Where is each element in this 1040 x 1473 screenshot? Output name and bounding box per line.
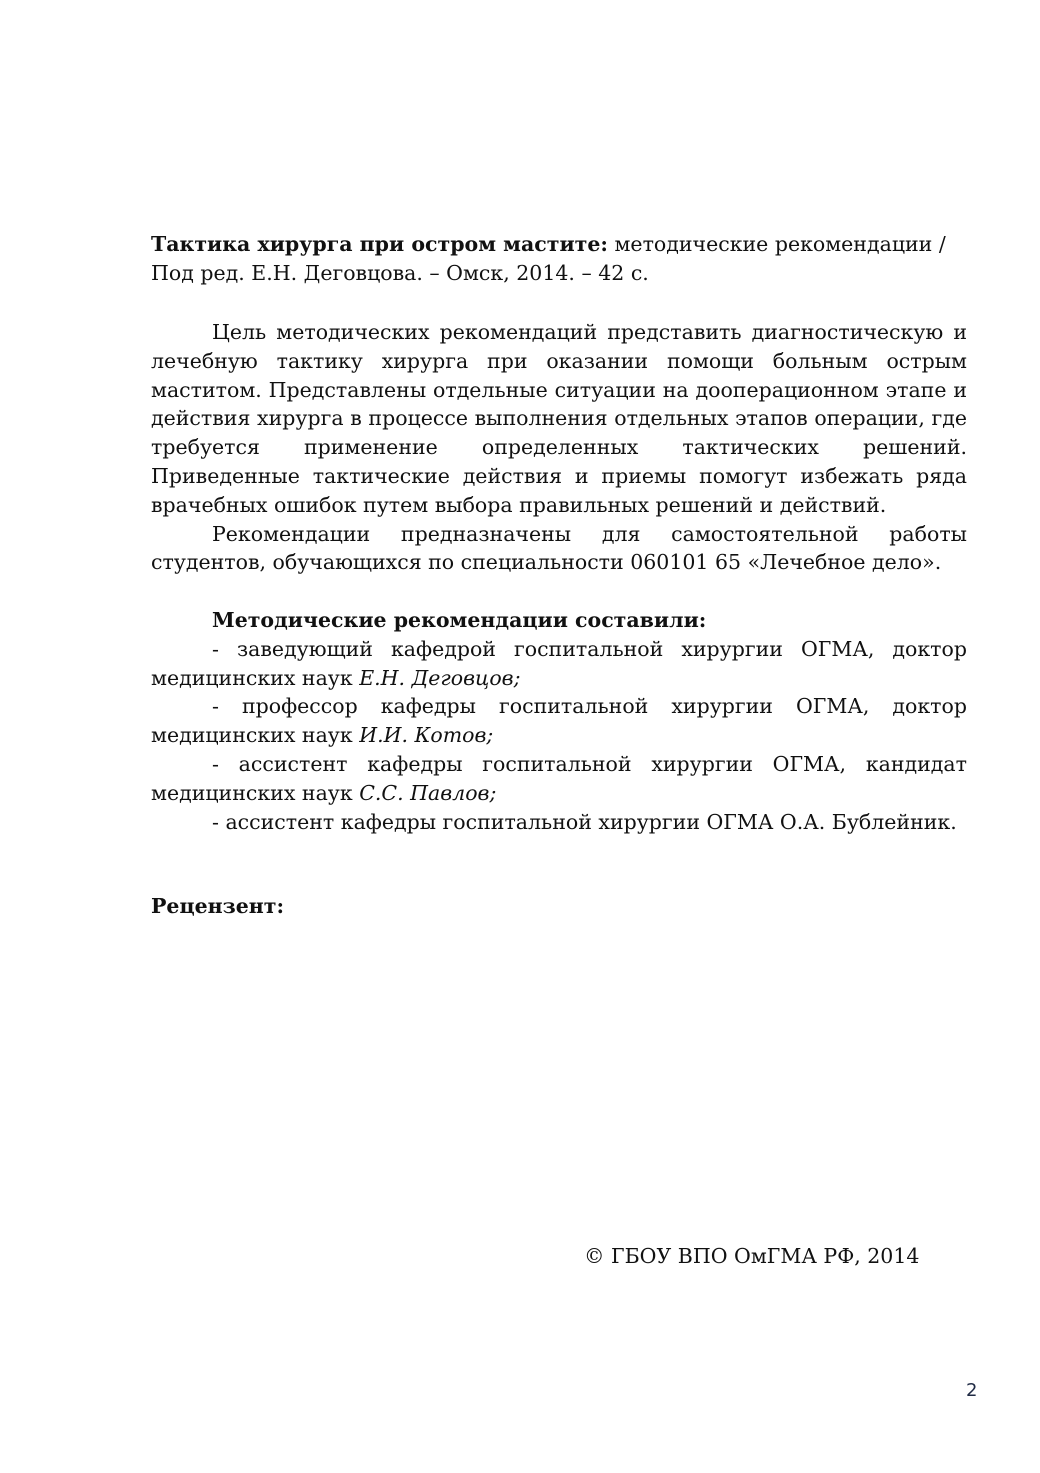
copyright-notice: © ГБОУ ВПО ОмГМА РФ, 2014 bbox=[584, 1244, 920, 1268]
author-name: И.И. Котов; bbox=[359, 723, 494, 748]
bibliographic-details: методические рекомендации / Под ред. Е.Н. Деговцова. – Омск, 2014. – 42 с. bbox=[151, 232, 946, 285]
author-item bbox=[151, 808, 967, 837]
author-name: Е.Н. Деговцов; bbox=[359, 665, 521, 690]
abstract-paragraph-2: Рекомендации предназначены для самостоятельной работы студентов, обучающихся по специальности 060101 65 «Лечебное дело». bbox=[151, 521, 967, 575]
author-item bbox=[151, 750, 967, 808]
reviewer-section bbox=[151, 892, 967, 921]
authors-heading: Методические рекомендации составили: bbox=[212, 608, 707, 632]
author-position: - профессор кафедры госпитальной хирургии ОГМА, доктор медицинских наук bbox=[151, 694, 967, 748]
author-position: - ассистент кафедры госпитальной хирургии ОГМА, кандидат медицинских наук bbox=[151, 751, 967, 805]
author-position: - ассистент кафедры госпитальной хирургии ОГМА О.А. Бублейник. bbox=[212, 809, 957, 834]
abstract bbox=[151, 318, 967, 577]
book-title: Тактика хирурга при остром мастите: bbox=[151, 232, 608, 256]
page-number: 2 bbox=[966, 1380, 978, 1401]
author-position: - заведующий кафедрой госпитальной хирургии ОГМА, доктор медицинских наук bbox=[151, 636, 967, 690]
author-item bbox=[151, 635, 967, 693]
author-name: С.С. Павлов; bbox=[359, 780, 497, 805]
abstract-paragraph-1: Цель методических рекомендаций представить диагностическую и лечебную тактику хирурга при оказании помощи больным острым маститом. Представлены отдельные ситуации на дооперационном этапе и действия хирурга в процессе выполнения отдельных этапов операции, где требуется применение определенных тактических решений. Приведенные тактические действия и приемы помогут избежать ряда врачебных ошибок путем выбора правильных решений и действий. bbox=[151, 320, 967, 517]
author-item bbox=[151, 692, 967, 750]
authors-section bbox=[151, 606, 967, 836]
bibliographic-record bbox=[151, 230, 967, 288]
reviewer-label: Рецензент: bbox=[151, 894, 285, 918]
